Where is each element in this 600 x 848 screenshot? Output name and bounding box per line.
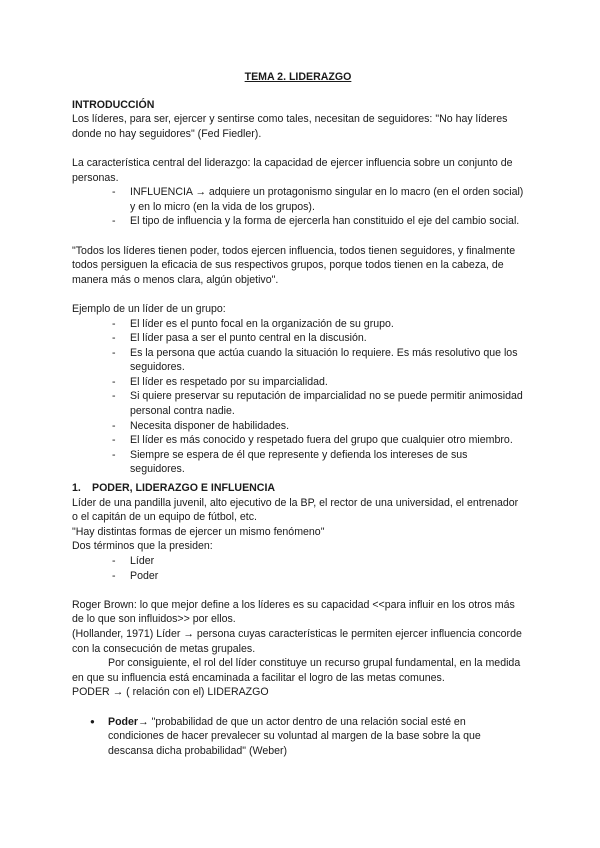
section-1-paragraph-7: PODER → ( relación con el) LIDERAZGO — [72, 686, 269, 699]
intro-paragraph-2: La característica central del liderazgo: la capacidad de ejercer influencia sobre un conjunto de personas. — [72, 156, 513, 184]
list-item — [90, 715, 524, 759]
bullet-text: → "probabilidad de que un actor dentro de una relación social esté en condiciones de hacer prevalecer su voluntad al margen de la base sobre la que descansa dicha probabilidad" (Weber) — [108, 715, 481, 757]
intro-paragraph-1: Los líderes, para ser, ejercer y sentirse como tales, necesitan de seguidores: "No hay líderes donde no hay seguidores" (Fed Fiedler). — [72, 113, 508, 140]
list-item: - Si quiere preservar su reputación de imparcialidad no se puede permitir animosidad personal contra nadie. — [112, 389, 524, 418]
section-title: PODER, LIDERAZGO E INFLUENCIA — [92, 482, 276, 495]
list-item: - Siempre se espera de él que represente y defienda los intereses de sus seguidores. — [112, 448, 524, 477]
intro-list-1 — [72, 185, 524, 229]
section-list — [72, 481, 524, 496]
list-item: - El líder es el punto focal en la organización de su grupo. — [112, 317, 524, 332]
list-item: - El líder es más conocido y respetado fuera del grupo que cualquier otro miembro. — [112, 433, 524, 448]
list-item: - El líder pasa a ser el punto central en la discusión. — [112, 331, 524, 346]
section-1-paragraph-6: Por consiguiente, el rol del líder constituye un recurso grupal fundamental, en la medida en que su influencia está encaminada a facilitar el logro de las metas comunes. — [72, 657, 521, 684]
list-item: - Necesita disponer de habilidades. — [112, 419, 524, 434]
document-title: TEMA 2. LIDERAZGO — [244, 71, 352, 83]
section-1-paragraph-2: "Hay distintas formas de ejercer un mismo fenómeno" — [72, 525, 325, 538]
intro-heading: INTRODUCCIÓN — [72, 98, 155, 111]
section-1-bullets — [72, 715, 524, 759]
list-item: - Líder — [112, 554, 524, 569]
section-1-paragraph-4: Roger Brown: lo que mejor define a los líderes es su capacidad <<para influir en los otros más de lo que son influidos>> por ellos. — [72, 598, 515, 626]
list-item: - Es la persona que actúa cuando la situación lo requiere. Es más resolutivo que los seguidores. — [112, 346, 524, 375]
section-1-paragraph-5: (Hollander, 1971) Líder → persona cuyas características le permiten ejercer influencia concorde con la consecución de metas grupales. — [72, 627, 522, 655]
example-intro: Ejemplo de un líder de un grupo: — [72, 302, 226, 315]
section-1-heading — [72, 481, 524, 496]
list-item: - Poder — [112, 569, 524, 584]
list-item: - El líder es respetado por su imparcialidad. — [112, 375, 524, 390]
list-item: - El tipo de influencia y la forma de ejercerla han constituido el eje del cambio social. — [112, 214, 524, 229]
bullet-term: Poder — [108, 715, 139, 728]
section-1-paragraph-1: Líder de una pandilla juvenil, alto ejecutivo de la BP, el rector de una universidad, el entrenador o el capitán de un equipo de fútbol, etc. — [72, 496, 519, 524]
intro-list-2 — [72, 317, 524, 478]
section-number: 1. — [72, 482, 81, 495]
intro-quote: "Todos los líderes tienen poder, todos ejercen influencia, todos tienen seguidores, y finalmente todos persiguen la eficacia de sus respectivos grupos, porque todos tienen en la cabeza, de manera más o menos clara, algún objetivo". — [72, 244, 516, 286]
section-1-paragraph-3: Dos términos que la presiden: — [72, 540, 213, 553]
section-1-list — [72, 554, 524, 583]
list-item: - INFLUENCIA → adquiere un protagonismo singular en lo macro (en el orden social) y en lo micro (en la vida de los grupos). — [112, 185, 524, 214]
